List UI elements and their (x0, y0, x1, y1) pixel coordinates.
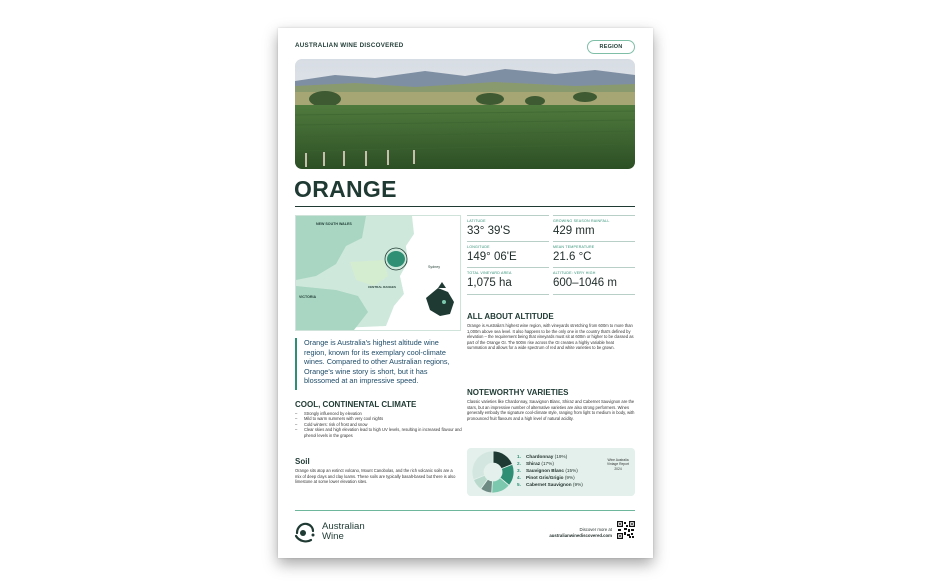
variety-item (517, 467, 583, 474)
variety-name: Sauvignon Blanc (526, 468, 565, 474)
list-item: – Cold winters: risk of frost and snow (295, 422, 463, 427)
variety-item (517, 481, 583, 488)
website-link[interactable]: australianwinediscovered.com (549, 533, 612, 538)
lede-paragraph: Orange is Australia's highest altitude wine region, known for its exemplary cool-climate wines. Compared to other Australian regions, Orange's wine story is short, but it has blossomed at an impressive speed. (295, 338, 458, 390)
qr-code-icon[interactable] (617, 521, 635, 539)
stat-rainfall (553, 215, 635, 242)
logo-line: Wine (322, 531, 344, 542)
variety-share: (9%) (572, 482, 583, 488)
altitude-heading: ALL ABOUT ALTITUDE (467, 312, 554, 321)
variety-name: Chardonnay (526, 454, 554, 459)
title-divider (295, 206, 635, 207)
variety-item (517, 453, 583, 460)
variety-share: (17%) (541, 461, 554, 467)
source-line: 2024 (614, 466, 622, 471)
variety-rank: 1. (517, 454, 521, 459)
variety-name: Pinot Gris/Grigio (526, 475, 564, 481)
stat-label: LONGITUDE (467, 245, 490, 249)
source-line: Vintage Report (607, 462, 629, 467)
stat-label: LATITUDE (467, 219, 486, 223)
stat-value: 600–1046 m (553, 277, 617, 289)
logo-line: Australian (322, 521, 365, 532)
stat-longitude (467, 241, 549, 268)
soil-heading: Soil (295, 457, 310, 466)
stat-mean-temperature (553, 241, 635, 268)
stat-label: ALTITUDE: VERY HIGH (553, 271, 596, 275)
stat-value: 21.6 °C (553, 251, 592, 263)
stat-label: TOTAL VINEYARD AREA (467, 271, 512, 275)
map-label-victoria: VICTORIA (299, 295, 317, 299)
altitude-body: Orange is Australia's highest wine region, with vineyards stretching from 600m to more than 1,000m above sea level. It also happens to be the only one in the country that's defined by elevation – the requirement being that vineyards must sit at 600m or higher to be classed as part of the Orange GI. The 500m rise across the GI creates a highly variable heat summation and allows for a wide spectrum of red and white varieties to be grown. (467, 323, 634, 350)
data-source (603, 458, 633, 471)
stat-altitude (553, 267, 635, 295)
varieties-body: Classic varieties like Chardonnay, Sauvignon Blanc, Shiraz and Cabernet Sauvignon are the stars, but an impressive number of alternative varieties are also strong performers. Wines generally embody the signature cool-climate style, ranging from light to medium in body, with pronounced fruit flavours and a high level of natural acidity. (467, 399, 635, 421)
footer-divider (295, 510, 635, 511)
discover-label: Discover more at (579, 527, 612, 532)
publication-title: AUSTRALIAN WINE DISCOVERED (295, 42, 404, 49)
varieties-list (517, 453, 583, 488)
varieties-heading: NOTEWORTHY VARIETIES (467, 388, 569, 397)
discover-more (528, 527, 612, 539)
variety-share: (15%) (565, 468, 578, 474)
climate-list (295, 411, 463, 438)
variety-rank: 2. (517, 461, 521, 467)
variety-rank: 3. (517, 468, 521, 474)
varieties-donut-chart (470, 449, 516, 495)
category-badge: REGION (587, 40, 635, 54)
stat-value: 33° 39'S (467, 225, 511, 237)
variety-share: (9%) (564, 475, 575, 481)
climate-heading: COOL, CONTINENTAL CLIMATE (295, 400, 417, 409)
list-item: – Strongly influenced by elevation (295, 411, 463, 416)
variety-name: Cabernet Sauvignon (526, 482, 572, 488)
list-item: – Clear skies and high elevation lead to high UV levels, resulting in increased flavour and phenol levels in the grapes (295, 427, 463, 438)
top-varieties-box (467, 448, 635, 496)
region-map (295, 215, 461, 331)
stat-label: MEAN TEMPERATURE (553, 245, 595, 249)
variety-rank: 4. (517, 475, 521, 481)
variety-rank: 5. (517, 482, 521, 488)
vineyard-photo (295, 59, 635, 169)
list-item: – Mild to warm summers with very cool nights (295, 416, 463, 421)
stat-value: 1,075 ha (467, 277, 512, 289)
variety-share: (19%) (554, 454, 568, 459)
donut-slice-6 (472, 451, 493, 480)
variety-item (517, 474, 583, 481)
variety-item (517, 460, 583, 467)
stat-latitude (467, 215, 549, 242)
logo-wordmark (322, 522, 365, 542)
stat-value: 429 mm (553, 225, 595, 237)
region-title: ORANGE (294, 176, 397, 202)
map-label-zone: CENTRAL RANGES (368, 285, 396, 289)
australian-wine-logo-icon (293, 519, 319, 545)
region-fact-sheet (278, 28, 653, 558)
stat-value: 149° 06'E (467, 251, 517, 263)
map-label-nsw: NEW SOUTH WALES (316, 222, 352, 226)
soil-body: Orange sits atop an extinct volcano, Mount Canobolas, and the rich volcanic soils are a mix of deep clays and clay loams. These soils are typically basalt-based but there is also limestone at some lower elevation sites. (295, 468, 456, 484)
stat-label: GROWING SEASON RAINFALL (553, 219, 610, 223)
source-line: Wine Australia (607, 458, 629, 462)
map-label-sydney: Sydney (428, 265, 440, 269)
stat-vineyard-area (467, 267, 549, 295)
variety-name: Shiraz (526, 461, 541, 467)
